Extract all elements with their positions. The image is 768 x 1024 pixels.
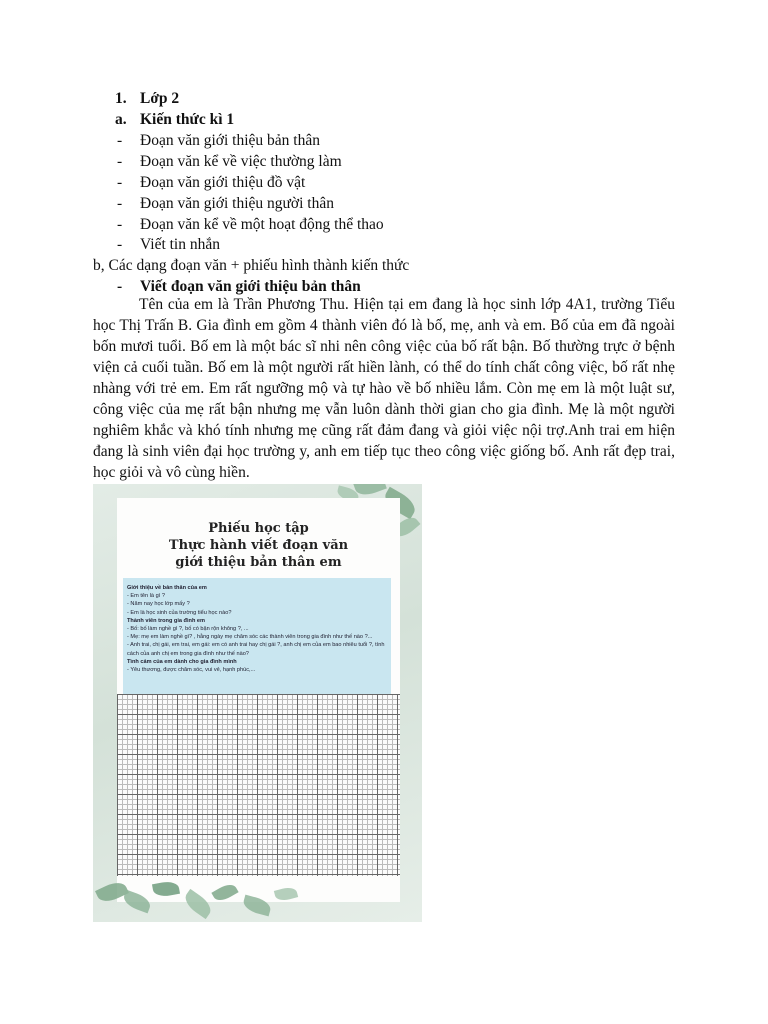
subheading-bullet: -: [117, 278, 123, 295]
list-item: Đoạn văn giới thiệu bản thân: [140, 132, 320, 149]
prompt-heading: Giới thiệu về bản thân của em: [127, 585, 207, 591]
prompt-line: - Yêu thương, được chăm sóc, vui vẻ, hạnh phúc,...: [127, 667, 256, 674]
prompt-heading: Tình cảm của em dành cho gia đình mình: [127, 658, 237, 665]
list-bullet: -: [117, 216, 123, 233]
list-item: Đoạn văn giới thiệu người thân: [140, 195, 334, 212]
heading-grade: Lớp 2: [140, 90, 180, 107]
worksheet-paper: [117, 498, 400, 902]
worksheet-title-line3: giới thiệu bản thân em: [175, 555, 342, 570]
prompt-line: - Em tên là gì ?: [127, 593, 165, 600]
list-bullet: -: [117, 174, 123, 191]
heading-number: 1.: [115, 90, 127, 107]
sample-paragraph: [93, 294, 675, 483]
heading-letter: a.: [115, 111, 127, 128]
prompt-line: - Anh trai, chị gái, em trai, em gái: em có anh trai hay chị gái ?, anh chị em của em bao nhiêu tuổi ?, tính cách của anh chị em trong gia đình như thế nào?: [127, 642, 385, 657]
list-bullet: -: [117, 195, 123, 212]
heading-term: Kiến thức kì 1: [140, 111, 235, 128]
list-bullet: -: [117, 132, 123, 149]
prompt-line: - Năm nay học lớp mấy ?: [127, 601, 190, 608]
section-b-heading: b, Các dạng đoạn văn + phiếu hình thành kiến thức: [93, 257, 410, 274]
worksheet-title-line1: Phiếu học tập: [208, 521, 309, 536]
prompt-line: - Mẹ: mẹ em làm nghề gì? , hằng ngày mẹ chăm sóc các thành viên trong gia đình như thế nào ?...: [127, 634, 373, 641]
list-item: Đoạn văn giới thiệu đồ vật: [140, 174, 306, 191]
list-bullet: -: [117, 153, 123, 170]
list-item: Viết tin nhắn: [140, 236, 220, 253]
prompt-heading: Thành viên trong gia đình em: [127, 617, 206, 624]
list-item: Đoạn văn kể về một hoạt động thể thao: [140, 216, 384, 233]
prompt-line: - Bố: bố làm nghề gì ?, bố có bận rộn không ?, ...: [127, 626, 249, 633]
writing-grid: [117, 694, 400, 876]
worksheet-image: [93, 484, 422, 922]
paragraph-text: Tên của em là Trần Phương Thu. Hiện tại em đang là học sinh lớp 4A1, trường Tiểu học Thị Trấn B. Gia đình em gồm 4 thành viên đó là bố, mẹ, anh và em. Bố của em đã ngoài bốn mươi tuổi. Bố em là một bác sĩ nhi nên công việc của bố rất bận. Bố thường trực ở bệnh viện cả cuối tuần. Bố em là một người rất hiền lành, có thể do tính chất công việc, bố rất nhẹ nhàng với trẻ em. Em rất ngưỡng mộ và tự hào về bố nhiều lắm. Còn mẹ em là một luật sư, công việc của mẹ rất bận nhưng mẹ vẫn luôn dành thời gian cho gia đình. Mẹ là một người nghiêm khắc và khó tính nhưng mẹ cũng rất đảm đang và giỏi việc nội trợ.Anh trai em hiện đang là sinh viên đại học trường y, anh em tiếp tục theo công việc giống bố. Anh rất đẹp trai, học giỏi và vô cùng hiền.: [93, 296, 675, 481]
worksheet-title-line2: Thực hành viết đoạn văn: [168, 538, 349, 553]
subheading: Viết đoạn văn giới thiệu bản thân: [140, 278, 361, 295]
list-bullet: -: [117, 236, 123, 253]
prompt-line: - Em là học sinh của trường tiểu học nào?: [127, 609, 232, 616]
list-item: Đoạn văn kể về việc thường làm: [140, 153, 342, 170]
worksheet-prompt-box: [123, 578, 391, 698]
